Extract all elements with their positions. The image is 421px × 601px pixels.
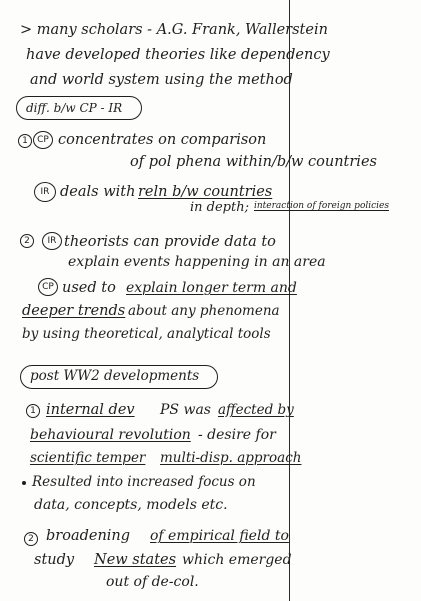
margin-line bbox=[289, 0, 290, 601]
note-line-6a: deals with bbox=[60, 184, 136, 200]
point-number-2: 2 bbox=[20, 234, 34, 248]
note-line-18b: of empirical field to bbox=[150, 528, 289, 544]
ir-circle-2: IR bbox=[42, 232, 62, 250]
note-line-14b: - desire for bbox=[198, 427, 276, 443]
note-line-15a: scientific temper bbox=[30, 450, 146, 466]
note-line-7b: interaction of foreign policies bbox=[254, 201, 389, 211]
point-number-3: 1 bbox=[26, 404, 40, 418]
note-line-17: data, concepts, models etc. bbox=[34, 497, 228, 513]
note-line-3: and world system using the method bbox=[30, 72, 293, 88]
note-line-13b: PS was bbox=[160, 402, 211, 418]
note-line-5: of pol phena within/b/w countries bbox=[130, 154, 377, 170]
note-line-7a: in depth; bbox=[190, 200, 249, 215]
note-line-8: theorists can provide data to bbox=[64, 234, 276, 250]
note-line-12: by using theoretical, analytical tools bbox=[22, 326, 271, 342]
note-line-13c: affected by bbox=[218, 402, 294, 418]
note-line-15b: multi-disp. approach bbox=[160, 450, 302, 466]
note-line-6b: reln b/w countries bbox=[138, 184, 273, 200]
cp-circle-2: CP bbox=[38, 278, 58, 296]
note-line-18a: broadening bbox=[46, 528, 131, 544]
note-line-2: have developed theories like dependency bbox=[26, 47, 330, 63]
note-line-16: Resulted into increased focus on bbox=[32, 474, 256, 490]
cp-circle: CP bbox=[33, 131, 53, 149]
note-line-9: explain events happening in an area bbox=[68, 254, 326, 270]
note-line-19a: study bbox=[34, 552, 75, 568]
note-line-10b: explain longer term and bbox=[126, 280, 297, 296]
note-line-11a: deeper trends bbox=[22, 303, 126, 319]
heading-post-ww2: post WW2 developments bbox=[30, 368, 200, 384]
note-line-14a: behavioural revolution bbox=[30, 427, 191, 443]
point-number-1: 1 bbox=[18, 134, 32, 148]
note-line-13a: internal dev bbox=[46, 402, 135, 418]
note-line-19b: New states bbox=[94, 552, 177, 568]
note-line-19c: which emerged bbox=[182, 552, 292, 568]
heading-diff-cp-ir: diff. b/w CP - IR bbox=[26, 101, 123, 115]
note-line-1: > many scholars - A.G. Frank, Wallerstein bbox=[20, 22, 328, 38]
note-line-10a: used to bbox=[62, 280, 116, 296]
note-line-11b: about any phenomena bbox=[128, 303, 280, 319]
ir-circle: IR bbox=[34, 182, 56, 202]
point-number-4: 2 bbox=[24, 532, 38, 546]
note-line-20: out of de-col. bbox=[106, 574, 199, 590]
note-line-4: concentrates on comparison bbox=[58, 132, 267, 148]
bullet-point bbox=[22, 481, 26, 485]
